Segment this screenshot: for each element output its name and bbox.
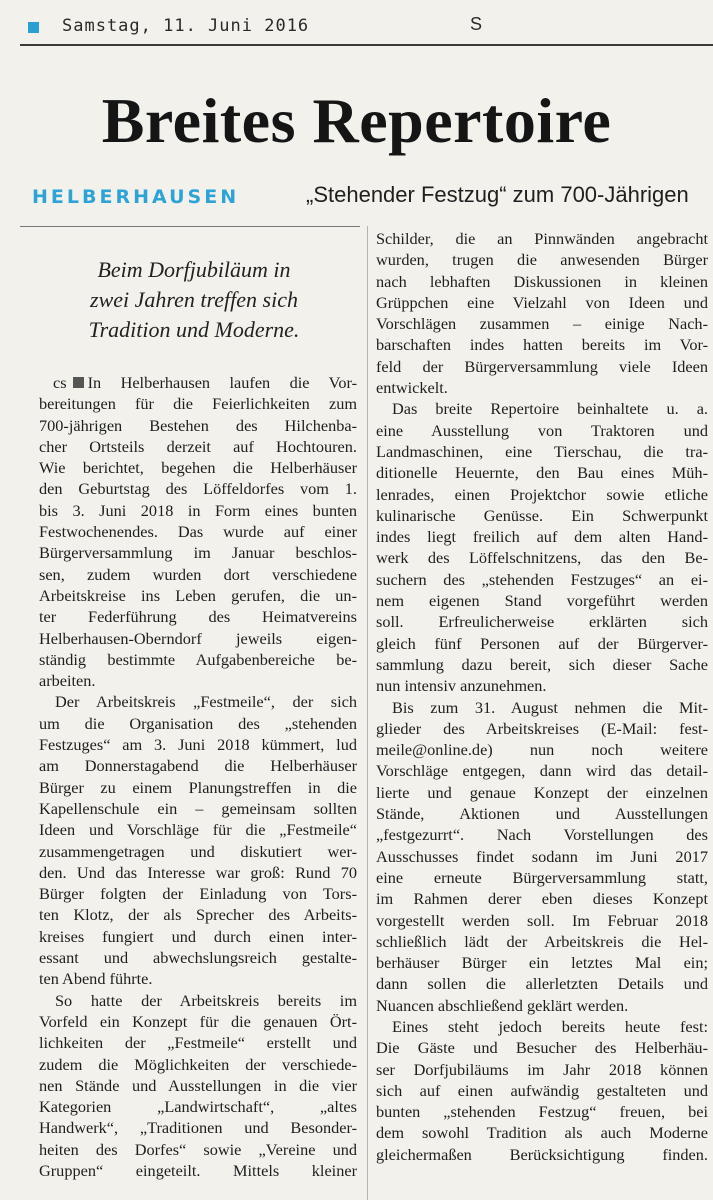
left-text-column xyxy=(39,372,357,1181)
text-line: nem eigenen Stand vorgeführt werden xyxy=(376,591,708,611)
text-line: Helberhausen-Oberndorf jeweils eigen- xyxy=(39,628,357,648)
text-line: Eines steht jedoch bereits heute fest: xyxy=(392,1016,708,1036)
text-line: schließlich lädt der Arbeitskreis die Hel- xyxy=(376,931,708,951)
text-line: kreises fungiert und durch einen inter- xyxy=(39,926,357,946)
text-line: eine erneute Bürgerversammlung statt, xyxy=(376,867,708,887)
text-line: Bürger zu einem Planungstreffen in die xyxy=(39,777,357,797)
text-line: sammlung dazu bereit, sich dieser Sache xyxy=(376,654,708,674)
text-line: Vorschlägen zusammen – einige Nach- xyxy=(376,314,708,334)
issue-date: Samstag, 11. Juni 2016 xyxy=(62,16,310,36)
text-line: Ausschusses findet sodann im Juni 2017 xyxy=(376,846,708,866)
article-subheadline: „Stehender Festzug“ zum 700-Jährigen xyxy=(306,182,689,207)
text-line: Das breite Repertoire beinhaltete u. a. xyxy=(392,399,708,419)
article-headline: Breites Repertoire xyxy=(101,85,612,156)
text-line: heiten des Dorfes“ sowie „Vereine und xyxy=(39,1139,357,1159)
right-text-column xyxy=(376,228,708,1165)
text-line: Handwerk“, „Traditionen und Besonder- xyxy=(39,1118,357,1138)
text-line: um die Organisation des „stehenden xyxy=(39,713,357,733)
text-line: Wie berichtet, begehen die Helberhäuser xyxy=(39,458,357,478)
text-line: essant und abwechslungsreich gestalte- xyxy=(39,948,357,968)
text-line: lenrades, einen Projektchor sowie etliche xyxy=(376,484,708,504)
author-initials: cs xyxy=(53,373,67,392)
text-line: soll. Erfreulicherweise erklärten sich xyxy=(376,612,708,632)
text-line: glieder des Arbeitskreises (E-Mail: fest- xyxy=(376,718,708,738)
text-line: eine Ausstellung von Traktoren und xyxy=(376,420,708,440)
header-rule xyxy=(20,44,713,46)
text-line: den Geburtstag des Löffeldorfes vom 1. xyxy=(39,479,357,499)
text-line: werk des Löffelschnitzens, das den Be- xyxy=(376,548,708,568)
text-line: bereitungen für die Feierlichkeiten zum xyxy=(39,394,357,414)
text-line: dann sollen die allerletzten Details und xyxy=(376,974,708,994)
text-line: am Donnerstagabend die Helberhäuser xyxy=(39,756,357,776)
text-line: Kapellenschule ein – gemeinsam sollten xyxy=(39,798,357,818)
text-line: vorgestellt werden soll. Im Februar 2018 xyxy=(376,910,708,930)
text-line: nach lebhaften Diskussionen in kleinen xyxy=(376,271,708,291)
author-marker-square xyxy=(73,377,84,388)
text-line: im Rahmen derer eben dieses Konzept xyxy=(376,889,708,909)
text-line: zusammengetragen und diskutiert wer- xyxy=(39,841,357,861)
text-line: berhäuser Bürger ein letztes Mal ein; xyxy=(376,953,708,973)
text-line: kulinarische Genüsse. Ein Schwerpunkt xyxy=(376,505,708,525)
teaser-line: Tradition und Moderne. xyxy=(88,317,300,342)
column-divider xyxy=(367,226,368,1200)
location-kicker: HELBERHAUSEN xyxy=(32,186,240,208)
text-line: zudem die Möglichkeiten der verschiede- xyxy=(39,1054,357,1074)
teaser-rule xyxy=(20,226,360,227)
article-teaser xyxy=(44,255,344,345)
text-line: sich auf einen aufwändig gestalteten und xyxy=(376,1080,708,1100)
text-line: ständig bestimmte Aufgabenbereiche be- xyxy=(39,649,357,669)
teaser-line: Beim Dorfjubiläum in xyxy=(97,257,291,282)
text-line: Landmaschinen, eine Tierschau, die tra- xyxy=(376,441,708,461)
text-line: Festzuges“ am 3. Juni 2018 kümmert, lud xyxy=(39,735,357,755)
text-line: Kategorien „Landwirtschaft“, „altes xyxy=(39,1097,357,1117)
text-line: gleichermaßen Berücksichtigung finden. xyxy=(376,1144,708,1164)
text-line: lichkeiten der „Festmeile“ erstellt und xyxy=(39,1033,357,1053)
text-line: ter Federführung des Heimatvereins xyxy=(39,607,357,627)
text-line xyxy=(39,372,357,393)
text-line-content: In Helberhausen laufen die Vor- xyxy=(87,373,357,392)
text-line: cher Ortsteils derzeit auf Hochtouren. xyxy=(39,436,357,456)
text-line: entwickelt. xyxy=(376,378,448,398)
text-line: Schilder, die an Pinnwänden angebracht xyxy=(376,229,708,248)
text-line: wurden, trugen die anwesenden Bürger xyxy=(376,250,708,270)
text-line: ditionelle Heuernte, den Bau eines Müh- xyxy=(376,463,708,483)
text-line: Arbeitskreise ins Leben gerufen, die un- xyxy=(39,585,357,605)
section-marker-square xyxy=(28,22,39,33)
text-line: gleich fünf Personen auf der Bürgerver- xyxy=(376,633,708,653)
text-line: Nuancen abschließend geklärt werden. xyxy=(376,995,629,1015)
text-line: ten Klotz, der als Sprecher des Arbeits- xyxy=(39,905,357,925)
text-line: Der Arbeitskreis „Festmeile“, der sich xyxy=(55,692,357,712)
text-line: dem sowohl Tradition als auch Moderne xyxy=(376,1123,708,1143)
text-line: Bürgerversammlung im Januar beschlos- xyxy=(39,543,357,563)
text-line: nun intensiv anzunehmen. xyxy=(376,676,547,696)
page-header xyxy=(0,10,713,44)
text-line: arbeiten. xyxy=(39,671,96,691)
text-line: bis 3. Juni 2018 in Form eines bunten xyxy=(39,500,357,520)
text-line: Vorschläge entgegen, dann wird das detail- xyxy=(376,761,708,781)
text-line: lierte und genaue Konzept der einzelnen xyxy=(376,782,708,802)
text-line: So hatte der Arbeitskreis bereits im xyxy=(55,990,357,1010)
section-letter: S xyxy=(470,14,483,34)
text-line: Die Gäste und Besucher des Helberhäu- xyxy=(376,1038,708,1058)
text-line: den. Und das Interesse war groß: Rund 70 xyxy=(39,862,357,882)
text-line: Bis zum 31. August nehmen die Mit- xyxy=(392,697,708,717)
text-line: bunten „stehenden Festzug“ freuen, bei xyxy=(376,1102,708,1122)
text-line: meile@online.de) nun noch weitere xyxy=(376,740,708,760)
text-line: Stände, Aktionen und Ausstellungen xyxy=(376,804,708,824)
text-line: indes liegt freilich auf dem alten Hand- xyxy=(376,527,708,547)
text-line: ten Abend führte. xyxy=(39,969,153,989)
text-line: Ideen und Vorschläge für die „Festmeile“ xyxy=(39,820,357,840)
text-line: nen Stände und Ausstellungen in die vier xyxy=(39,1075,357,1095)
text-line: Grüppchen eine Vielzahl von Ideen und xyxy=(376,292,708,312)
text-line: sen, zudem wurden dort verschiedene xyxy=(39,564,357,584)
text-line: Bürger folgten der Einladung von Tors- xyxy=(39,884,357,904)
teaser-line: zwei Jahren treffen sich xyxy=(90,287,298,312)
text-line: ser Dorfjubiläums im Jahr 2018 können xyxy=(376,1059,708,1079)
text-line: Gruppen“ eingeteilt. Mittels kleiner xyxy=(39,1160,357,1180)
text-line: feld der Bürgerversammlung viele Ideen xyxy=(376,356,708,376)
text-line: Festwochenendes. Das wurde auf einer xyxy=(39,522,357,542)
text-line: 700-jährigen Bestehen des Hilchenba- xyxy=(39,415,357,435)
text-line: suchern des „stehenden Festzuges“ an ei- xyxy=(376,569,708,589)
text-line: barschaften indes hatten bereits im Vor- xyxy=(376,335,708,355)
text-line: „festgezurrt“. Nach Vorstellungen des xyxy=(376,825,708,845)
text-line: Vorfeld ein Konzept für die genauen Ört- xyxy=(39,1011,357,1031)
